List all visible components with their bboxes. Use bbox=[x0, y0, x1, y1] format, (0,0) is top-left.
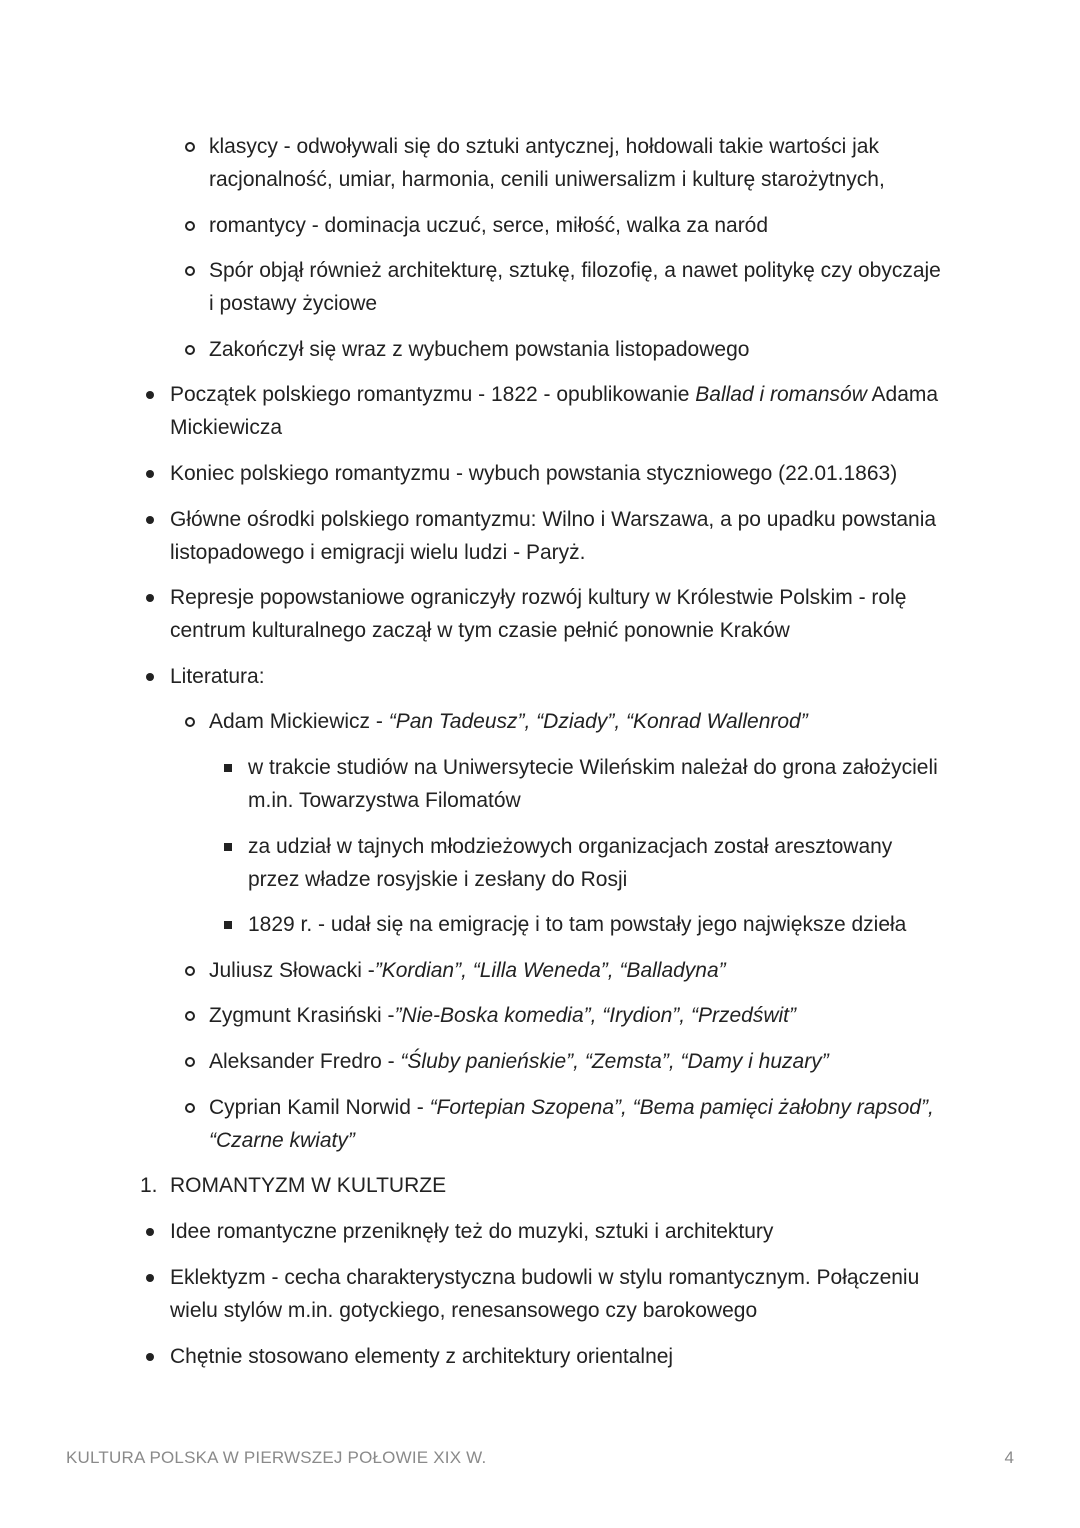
square-bullet-icon bbox=[224, 921, 232, 929]
disc-bullet-icon bbox=[146, 516, 154, 524]
circle-bullet-icon bbox=[185, 966, 195, 976]
item-text: Eklektyzm - cecha charakterystyczna budowli w stylu romantycznym. Połączeniu wielu stylów m.in. gotyckiego, renesansowego czy barokowego bbox=[170, 1266, 920, 1322]
list-item-eklektyzm bbox=[170, 1261, 970, 1327]
author-works: “Pan Tadeusz”, “Dziady”, “Konrad Wallenrod” bbox=[388, 710, 808, 733]
author-works: ”Nie-Boska komedia”, “Irydion”, “Przedświt” bbox=[394, 1004, 796, 1027]
item-text: 1829 r. - udał się na emigrację i to tam powstały jego największe dzieła bbox=[248, 913, 907, 936]
author-name: Juliusz Słowacki - bbox=[209, 959, 375, 982]
author-name: Aleksander Fredro - bbox=[209, 1050, 401, 1073]
circle-bullet-icon bbox=[185, 1057, 195, 1067]
list-item-spor bbox=[209, 254, 949, 320]
square-bullet-icon bbox=[224, 843, 232, 851]
list-item-mickiewicz-emigration bbox=[248, 908, 948, 941]
square-bullet-icon bbox=[224, 764, 232, 772]
item-text-continued: Adama Mickiewicza bbox=[170, 383, 939, 439]
item-text: klasycy - odwoływali się do sztuki antycznej, hołdowali takie wartości jak racjonalność, umiar, harmonia, cenili uniwersalizm i kulturę starożytnych, bbox=[209, 135, 885, 191]
disc-bullet-icon bbox=[146, 470, 154, 478]
circle-bullet-icon bbox=[185, 1103, 195, 1113]
list-item-poczatek bbox=[170, 378, 970, 444]
item-text: w trakcie studiów na Uniwersytecie Wileńskim należał do grona założycieli m.in. Towarzystwa Filomatów bbox=[248, 756, 938, 812]
list-item-mickiewicz-arrest bbox=[248, 830, 948, 896]
disc-bullet-icon bbox=[146, 391, 154, 399]
author-name: Adam Mickiewicz - bbox=[209, 710, 389, 733]
author-name: Zygmunt Krasiński - bbox=[209, 1004, 395, 1027]
circle-bullet-icon bbox=[185, 717, 195, 727]
author-works: “Śluby panieńskie”, “Zemsta”, “Damy i huzary” bbox=[400, 1050, 829, 1073]
item-text: Koniec polskiego romantyzmu - wybuch powstania styczniowego (22.01.1863) bbox=[170, 462, 898, 485]
list-item-mickiewicz bbox=[209, 705, 949, 738]
list-item-slowacki bbox=[209, 954, 949, 987]
list-item-norwid bbox=[209, 1091, 949, 1157]
item-text: Główne ośrodki polskiego romantyzmu: Wilno i Warszawa, a po upadku powstania listopadowego i emigracji wielu ludzi - Paryż. bbox=[170, 508, 937, 564]
disc-bullet-icon bbox=[146, 1228, 154, 1236]
circle-bullet-icon bbox=[185, 221, 195, 231]
author-works: “Fortepian Szopena”, “Bema pamięci żałobny rapsod”, “Czarne kwiaty” bbox=[209, 1096, 934, 1152]
list-item-chetnie bbox=[170, 1340, 970, 1373]
list-item-osrodki bbox=[170, 503, 970, 569]
item-text: romantycy - dominacja uczuć, serce, miłość, walka za naród bbox=[209, 214, 769, 237]
disc-bullet-icon bbox=[146, 1353, 154, 1361]
disc-bullet-icon bbox=[146, 594, 154, 602]
book-title: Ballad i romansów bbox=[695, 383, 867, 406]
item-text: Początek polskiego romantyzmu - 1822 - opublikowanie bbox=[170, 383, 696, 406]
item-text: za udział w tajnych młodzieżowych organizacjach został aresztowany przez władze rosyjskie i zesłany do Rosji bbox=[248, 835, 893, 891]
list-item-fredro bbox=[209, 1045, 949, 1078]
section-number: 1. bbox=[140, 1174, 158, 1197]
list-item-literatura bbox=[170, 660, 970, 693]
item-text: Zakończył się wraz z wybuchem powstania listopadowego bbox=[209, 338, 750, 361]
section-heading-romantyzm bbox=[140, 1169, 970, 1202]
circle-bullet-icon bbox=[185, 266, 195, 276]
author-name: Cyprian Kamil Norwid - bbox=[209, 1096, 430, 1119]
page-number: 4 bbox=[1004, 1448, 1014, 1467]
list-item-romantycy bbox=[209, 209, 949, 242]
circle-bullet-icon bbox=[185, 142, 195, 152]
list-item-zakonczyl bbox=[209, 333, 949, 366]
disc-bullet-icon bbox=[146, 673, 154, 681]
item-text: Spór objął również architekturę, sztukę, filozofię, a nawet politykę czy obyczaje i postawy życiowe bbox=[209, 259, 941, 315]
author-works: ”Kordian”, “Lilla Weneda”, “Balladyna” bbox=[374, 959, 726, 982]
circle-bullet-icon bbox=[185, 1011, 195, 1021]
list-item-idee bbox=[170, 1215, 970, 1248]
section-title: ROMANTYZM W KULTURZE bbox=[170, 1174, 447, 1197]
circle-bullet-icon bbox=[185, 345, 195, 355]
footer-title: KULTURA POLSKA W PIERWSZEJ POŁOWIE XIX W. bbox=[66, 1448, 487, 1467]
list-item-klasycy bbox=[209, 130, 949, 196]
list-item-krasinski bbox=[209, 999, 949, 1032]
list-item-koniec bbox=[170, 457, 970, 490]
disc-bullet-icon bbox=[146, 1274, 154, 1282]
item-text: Chętnie stosowano elementy z architektury orientalnej bbox=[170, 1345, 674, 1368]
item-text: Idee romantyczne przeniknęły też do muzyki, sztuki i architektury bbox=[170, 1220, 774, 1243]
item-text: Literatura: bbox=[170, 665, 265, 688]
list-item-represje bbox=[170, 581, 970, 647]
item-text: Represje popowstaniowe ograniczyły rozwój kultury w Królestwie Polskim - rolę centrum kulturalnego zaczął w tym czasie pełnić ponownie Kraków bbox=[170, 586, 907, 642]
list-item-mickiewicz-studies bbox=[248, 751, 948, 817]
